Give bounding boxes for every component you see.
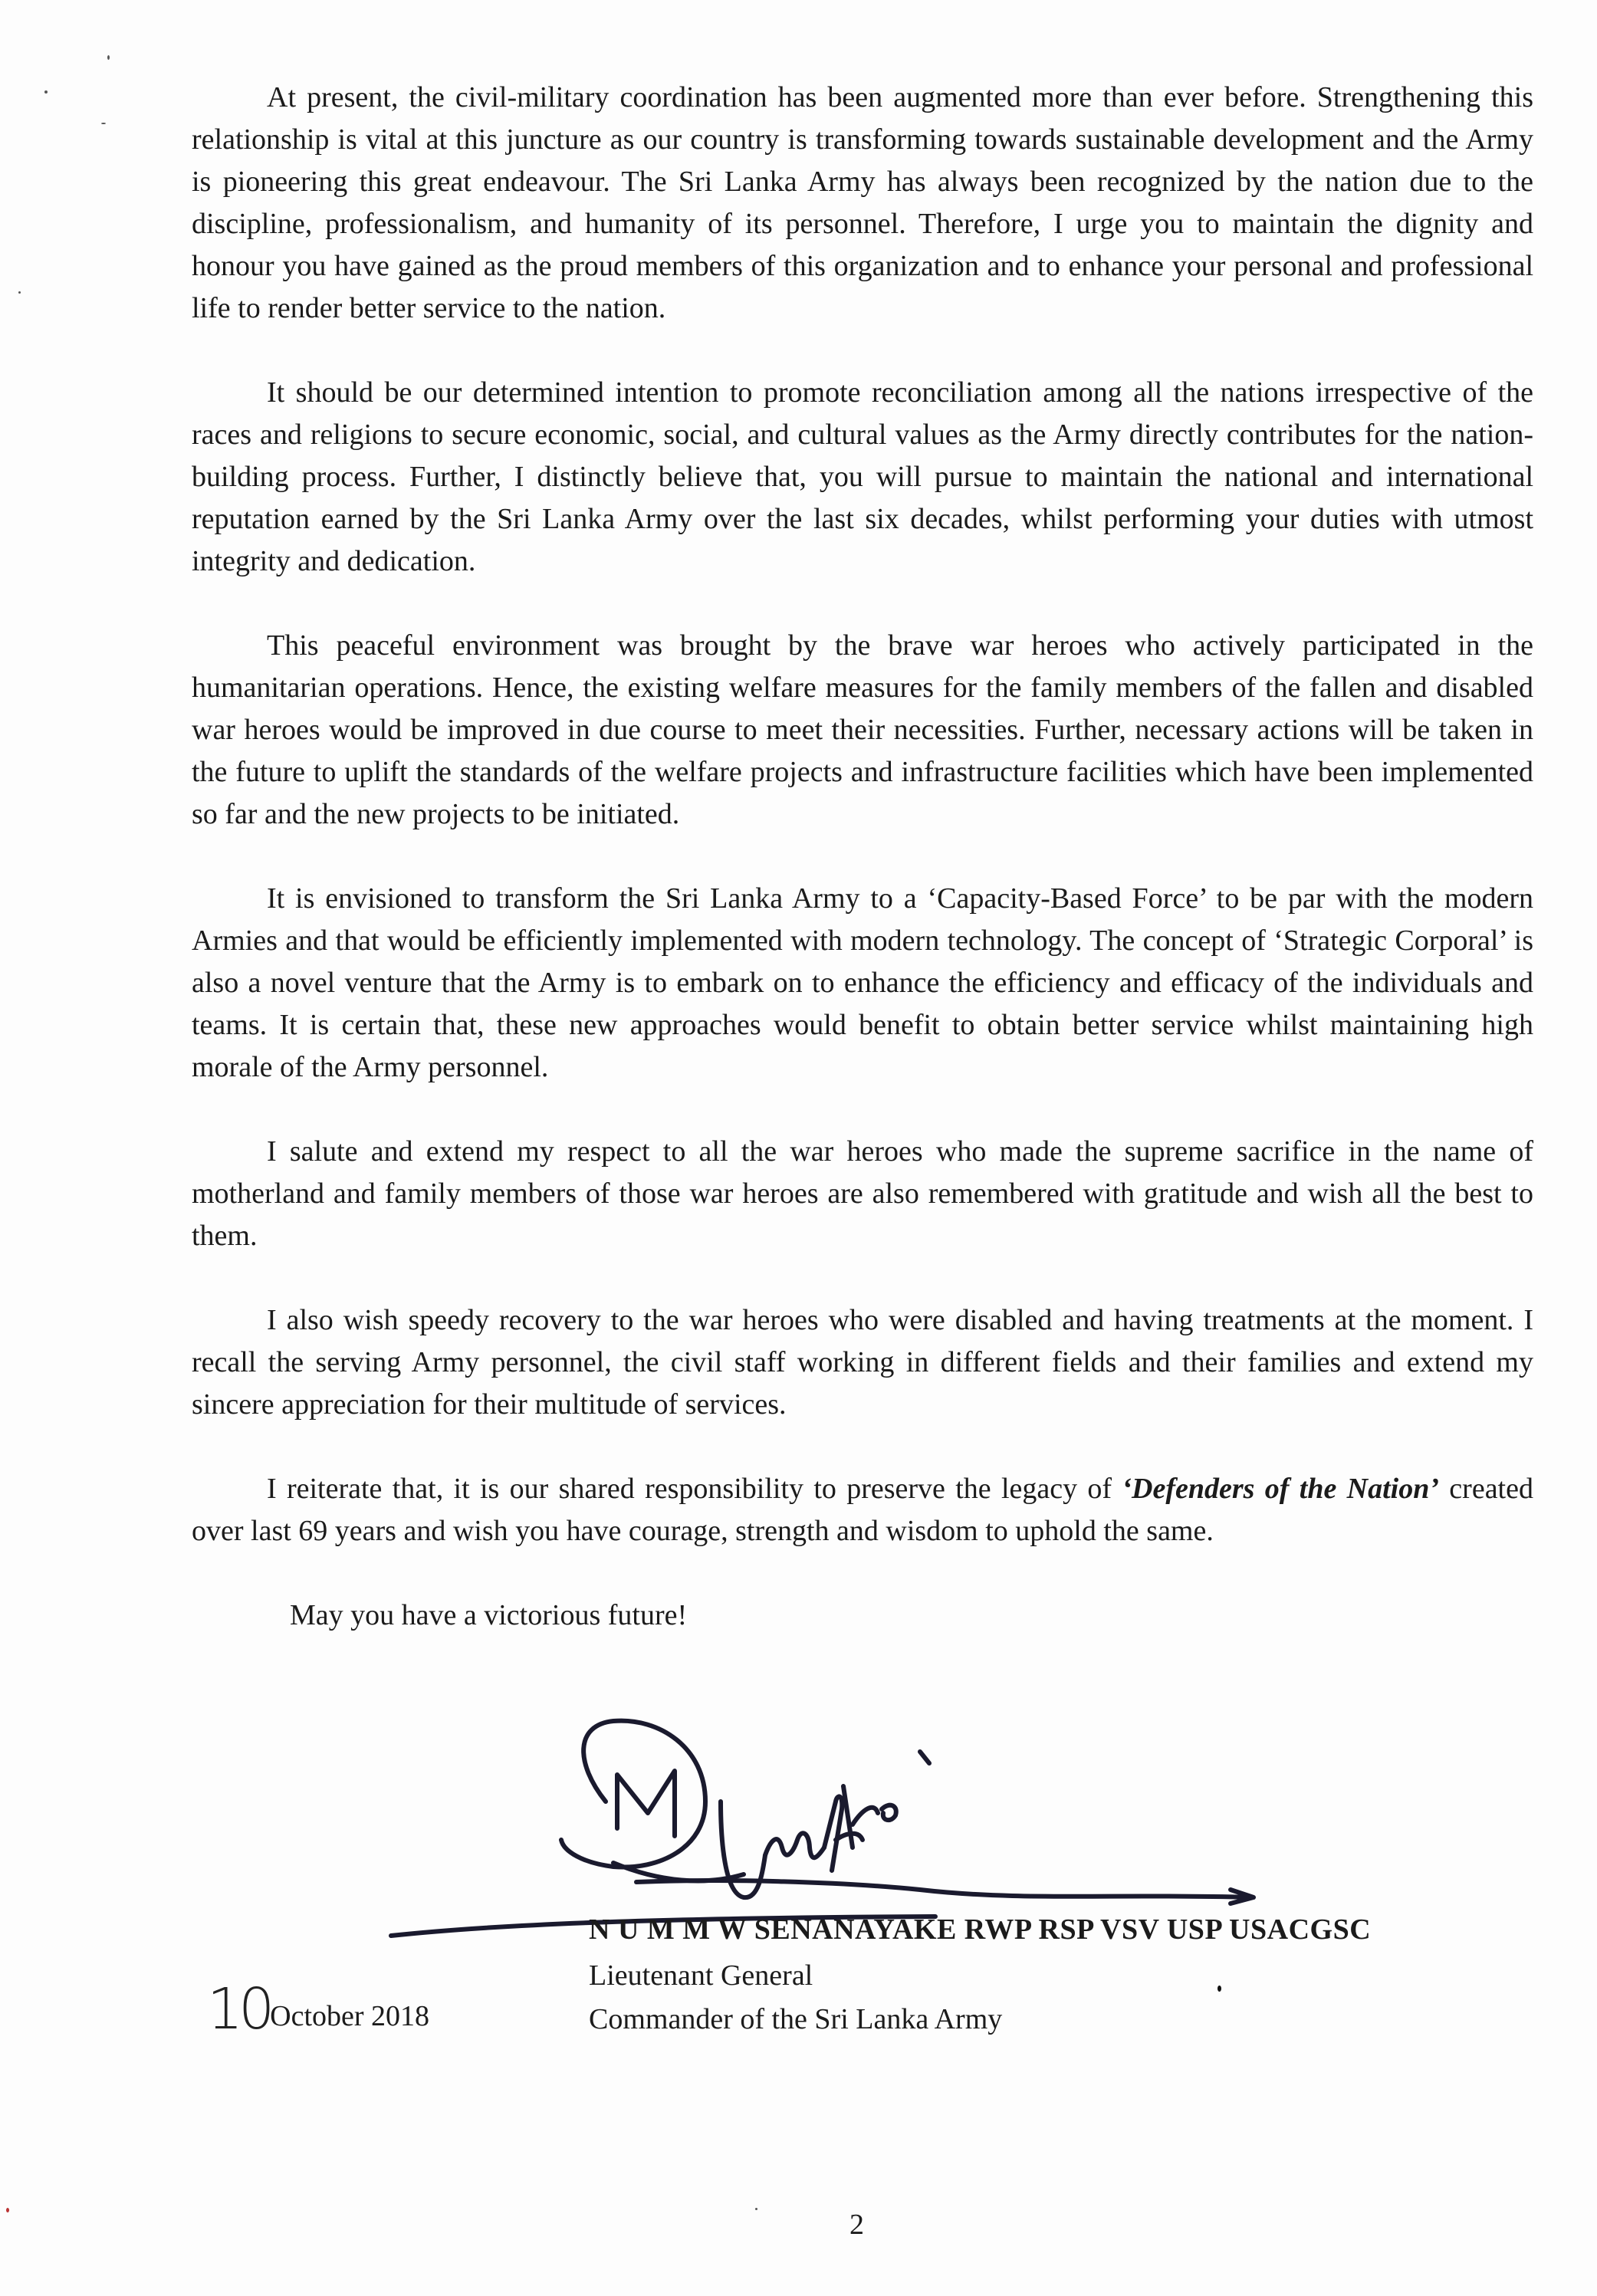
paragraph-salute: I salute and extend my respect to all the war heroes who made the supreme sacrifice in the name of motherland and family members of those war heroes are also remembered with gratitude and wish all the best to them. [192, 1135, 1533, 1252]
paragraph-reconciliation: It should be our determined intention to promote reconciliation among all the nations irrespective of the races and religions to secure economic, social, and cultural values as the Army directly contributes for the nation-building process. Further, I distinctly believe that, you will pursue to maintain the national and international reputation earned by the Sri Lanka Army over the last six decades, whilst performing your duties with utmost integrity and dedication. [192, 376, 1533, 577]
legacy-text-before: I reiterate that, it is our shared responsibility to preserve the legacy of [267, 1473, 1122, 1505]
paragraph-legacy [192, 1468, 1533, 1552]
scan-speck [101, 123, 106, 124]
scan-speck [6, 2208, 9, 2212]
scan-speck [18, 291, 21, 294]
defenders-of-the-nation-emphasis: ‘Defenders of the Nation’ [1122, 1473, 1439, 1505]
paragraph-welfare: This peaceful environment was brought by the brave war heroes who actively participated in the humanitarian operations. Hence, the existing welfare measures for the family members of the fallen and disabled war heroes would be improved in due course to meet their necessities. Further, necessary actions will be taken in the future to uplift the standards of the welfare projects and infrastructure facilities which have been implemented so far and the new projects to be initiated. [192, 629, 1533, 830]
date-month-year: October 2018 [270, 2000, 430, 2032]
scan-speck [755, 2208, 757, 2210]
scan-speck [1217, 1986, 1221, 1992]
signatory-name: N U M M W SENANAYAKE RWP RSP VSV USP USACGSC [589, 1913, 1372, 1946]
paragraph-recovery: I also wish speedy recovery to the war heroes who were disabled and having treatments at the moment. I recall the serving Army personnel, the civil staff working in different fields and their families and extend my sincere appreciation for their multitude of services. [192, 1304, 1533, 1421]
closing-wish: May you have a victorious future! [290, 1599, 688, 1631]
paragraph-capacity-based-force: It is envisioned to transform the Sri Lanka Army to a ‘Capacity-Based Force’ to be par with the modern Armies and that would be efficiently implemented with modern technology. The concept of ‘Strategic Corporal’ is also a novel venture that the Army is to embark on to enhance the efficiency and efficacy of the individuals and teams. It is certain that, these new approaches would benefit to obtain better service whilst maintaining high morale of the Army personnel. [192, 882, 1533, 1083]
scan-speck [44, 90, 48, 94]
paragraph-civil-military: At present, the civil-military coordination has been augmented more than ever before. Strengthening this relationship is vital at this juncture as our country is transforming towards sustainable development and the Army is pioneering this great endeavour. The Sri Lanka Army has always been recognized by the nation due to the discipline, professionalism, and humanity of its personnel. Therefore, I urge you to maintain the dignity and honour you have gained as the proud members of this organization and to enhance your personal and professional life to render better service to the nation. [192, 81, 1533, 324]
handwritten-day: 10 [207, 1976, 271, 2042]
signatory-rank: Lieutenant General [589, 1959, 813, 1992]
signatory-title: Commander of the Sri Lanka Army [589, 2003, 1003, 2035]
legacy-text-after: created over last 69 years and wish you have courage, strength and wisdom to uphold the same. [192, 1473, 1533, 1547]
letter-date [207, 1976, 429, 2042]
scan-speck [107, 55, 110, 60]
letter-body [192, 77, 1533, 1637]
page-number: 2 [849, 2209, 864, 2241]
